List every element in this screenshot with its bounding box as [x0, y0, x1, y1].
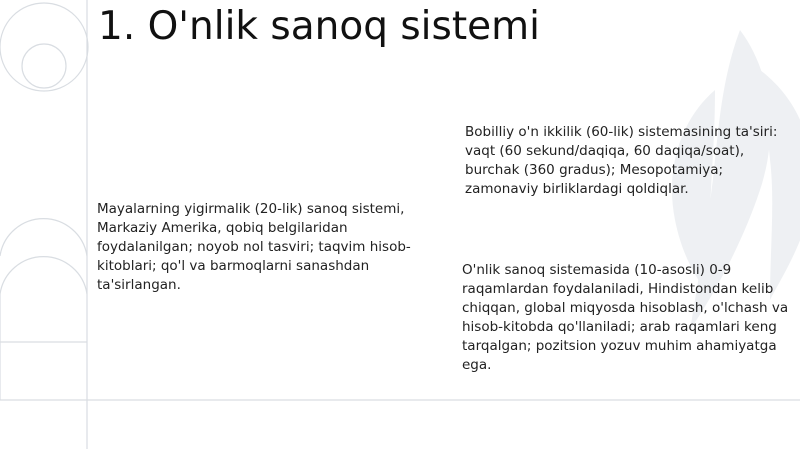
- paragraph-babylon: Bobilliy o'n ikkilik (60-lik) sistemasining ta'siri: vaqt (60 sekund/daqiqa, 60 daqiqa/soat), burchak (360 gradus); Mesopotamiya; zamonaviy birliklardagi qoldiqlar.: [465, 124, 778, 197]
- paragraph-decimal: O'nlik sanoq sistemasida (10-asosli) 0-9 raqamlardan foydalaniladi, Hindistondan kelib chiqqan, global miqyosda hisoblash, o'lchash va hisob-kitobda qo'llaniladi; arab raqamlari keng tarqalgan; pozitsion yozuv muhim ahamiyatga ega.: [462, 262, 789, 373]
- slide-title: 1. O'nlik sanoq sistemi: [98, 4, 540, 49]
- paragraph-maya: Mayalarning yigirmalik (20-lik) sanoq sistemi, Markaziy Amerika, qobiq belgilaridan foydalanilgan; noyob nol tasviri; taqvim hisob-kitoblari; qo'l va barmoqlarni sanashdan ta'sirlangan.: [97, 201, 411, 293]
